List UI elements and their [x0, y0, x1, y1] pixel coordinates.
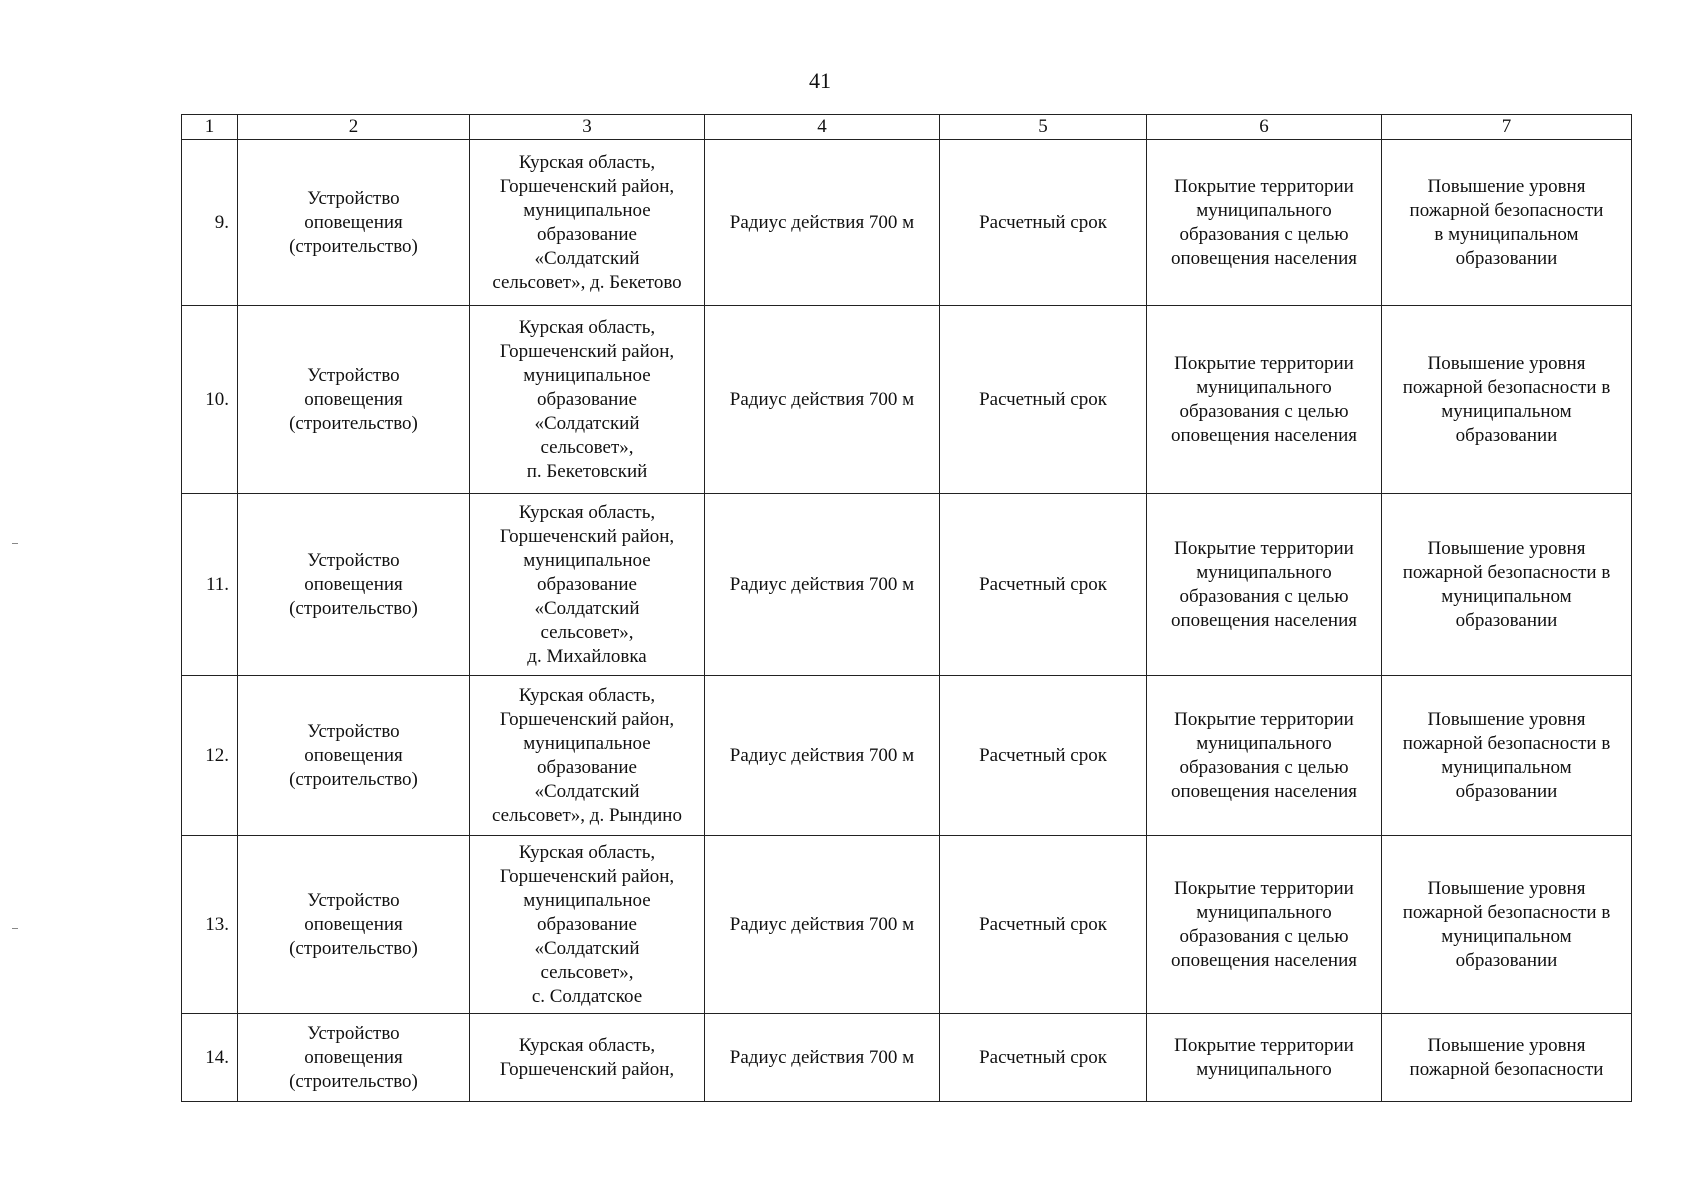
effect-cell: Повышение уровня пожарной безопасности в муниципальном образовании: [1382, 676, 1632, 836]
term-cell: Расчетный срок: [940, 140, 1147, 306]
purpose-cell: Покрытие территории муниципального образования с целью оповещения населения: [1147, 140, 1382, 306]
row-number: 14.: [182, 1014, 238, 1102]
purpose-cell: Покрытие территории муниципального образования с целью оповещения населения: [1147, 836, 1382, 1014]
term-cell: Расчетный срок: [940, 494, 1147, 676]
purpose-cell: Покрытие территории муниципального образования с целью оповещения населения: [1147, 306, 1382, 494]
parameter-cell: Радиус действия 700 м: [705, 1014, 940, 1102]
column-number: 3: [470, 115, 705, 140]
effect-cell: Повышение уровня пожарной безопасности в муниципальном образовании: [1382, 494, 1632, 676]
table-row: [182, 140, 1632, 306]
action-cell: Устройство оповещения (строительство): [238, 494, 470, 676]
column-number: 7: [1382, 115, 1632, 140]
location-cell: Курская область, Горшеченский район, муниципальное образование «Солдатский сельсовет», д. Рындино: [470, 676, 705, 836]
action-cell: Устройство оповещения (строительство): [238, 1014, 470, 1102]
action-cell: Устройство оповещения (строительство): [238, 836, 470, 1014]
table-row: [182, 494, 1632, 676]
location-cell: Курская область, Горшеченский район,: [470, 1014, 705, 1102]
row-number: 11.: [182, 494, 238, 676]
column-number: 1: [182, 115, 238, 140]
location-cell: Курская область, Горшеченский район, муниципальное образование «Солдатский сельсовет», д. Михайловка: [470, 494, 705, 676]
effect-cell: Повышение уровня пожарной безопасности: [1382, 1014, 1632, 1102]
row-number: 10.: [182, 306, 238, 494]
term-cell: Расчетный срок: [940, 676, 1147, 836]
column-number: 6: [1147, 115, 1382, 140]
table-row: [182, 306, 1632, 494]
location-cell: Курская область, Горшеченский район, муниципальное образование «Солдатский сельсовет», с. Солдатское: [470, 836, 705, 1014]
measures-table: [181, 114, 1632, 1102]
column-number: 2: [238, 115, 470, 140]
table-row: [182, 1014, 1632, 1102]
parameter-cell: Радиус действия 700 м: [705, 836, 940, 1014]
term-cell: Расчетный срок: [940, 1014, 1147, 1102]
purpose-cell: Покрытие территории муниципального: [1147, 1014, 1382, 1102]
page-number: 41: [809, 68, 831, 93]
table-row: [182, 836, 1632, 1014]
effect-cell: Повышение уровня пожарной безопасности в муниципальном образовании: [1382, 306, 1632, 494]
purpose-cell: Покрытие территории муниципального образования с целью оповещения населения: [1147, 676, 1382, 836]
parameter-cell: Радиус действия 700 м: [705, 140, 940, 306]
effect-cell: Повышение уровня пожарной безопасности в муниципальном образовании: [1382, 140, 1632, 306]
row-number: 12.: [182, 676, 238, 836]
location-cell: Курская область, Горшеченский район, муниципальное образование «Солдатский сельсовет», д. Бекетово: [470, 140, 705, 306]
column-number: 5: [940, 115, 1147, 140]
location-cell: Курская область, Горшеченский район, муниципальное образование «Солдатский сельсовет», п. Бекетовский: [470, 306, 705, 494]
parameter-cell: Радиус действия 700 м: [705, 676, 940, 836]
parameter-cell: Радиус действия 700 м: [705, 494, 940, 676]
parameter-cell: Радиус действия 700 м: [705, 306, 940, 494]
table-row: [182, 676, 1632, 836]
action-cell: Устройство оповещения (строительство): [238, 140, 470, 306]
row-number: 13.: [182, 836, 238, 1014]
column-number-row: [182, 115, 1632, 140]
action-cell: Устройство оповещения (строительство): [238, 306, 470, 494]
term-cell: Расчетный срок: [940, 306, 1147, 494]
purpose-cell: Покрытие территории муниципального образования с целью оповещения населения: [1147, 494, 1382, 676]
action-cell: Устройство оповещения (строительство): [238, 676, 470, 836]
row-number: 9.: [182, 140, 238, 306]
term-cell: Расчетный срок: [940, 836, 1147, 1014]
column-number: 4: [705, 115, 940, 140]
scan-speck: [12, 928, 18, 929]
effect-cell: Повышение уровня пожарной безопасности в муниципальном образовании: [1382, 836, 1632, 1014]
scan-speck: [12, 543, 18, 544]
